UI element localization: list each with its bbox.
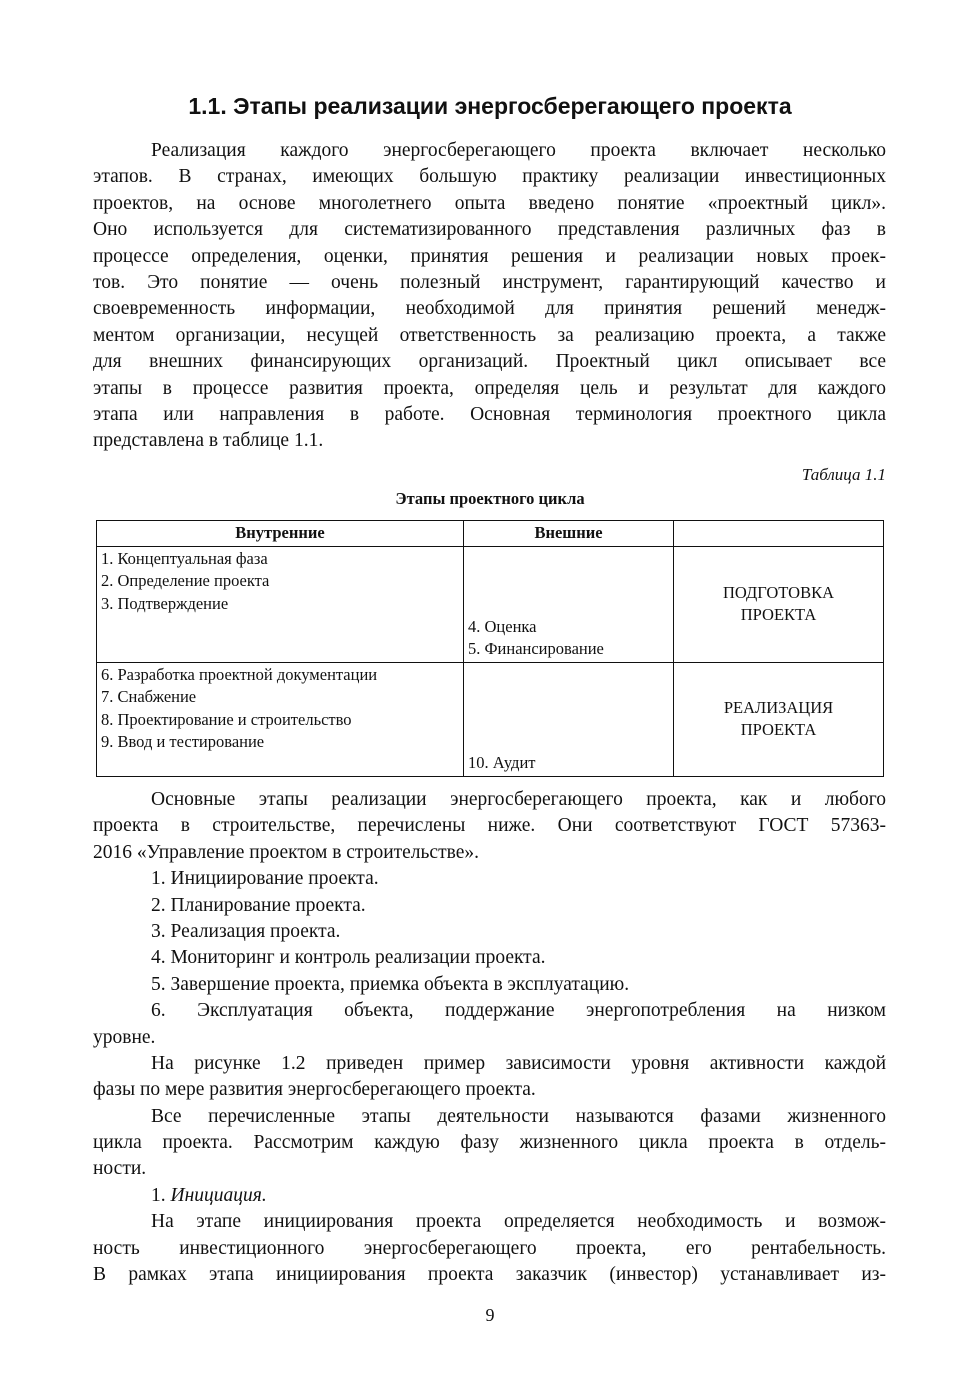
external-cell bbox=[464, 546, 674, 662]
phase-item: ПРОЕКТА bbox=[740, 720, 817, 739]
line-text: На рисунке 1.2 приведен пример зависимости уровня активности каждой bbox=[151, 1052, 886, 1074]
line-text: В рамках этапа инициирования проекта заказчик (инвестор) устанавливает из- bbox=[93, 1264, 886, 1286]
internal-item: 2. Определение проекта bbox=[101, 571, 270, 590]
internal-cell bbox=[97, 546, 464, 662]
emphasis-text: Инициация. bbox=[170, 1184, 267, 1206]
line-text: своевременность информации, необходимой для принятия решений менедж- bbox=[93, 298, 886, 320]
page-number: 9 bbox=[485, 1305, 495, 1325]
line-text: ности. bbox=[93, 1158, 147, 1180]
line-text: 5. Завершение проекта, приемка объекта в эксплуатацию. bbox=[151, 973, 630, 995]
text-line bbox=[93, 1104, 886, 1130]
external-item: 5. Финансирование bbox=[468, 639, 604, 658]
line-text: На этапе инициирования проекта определяется необходимость и возмож- bbox=[151, 1211, 886, 1233]
text-line bbox=[93, 919, 886, 945]
line-text: 3. Реализация проекта. bbox=[151, 920, 341, 942]
line-text: уровне. bbox=[93, 1026, 156, 1048]
phase-item: РЕАЛИЗАЦИЯ bbox=[723, 697, 834, 717]
line-text: Реализация каждого энергосберегающего проекта включает несколько bbox=[151, 140, 886, 161]
text-line bbox=[93, 840, 886, 866]
text-line bbox=[93, 787, 886, 813]
table-title: Этапы проектного цикла bbox=[395, 489, 585, 508]
header-external: Внешние bbox=[464, 521, 674, 547]
line-text: для внешних финансирующих организаций. Проектный цикл описывает все bbox=[93, 351, 886, 373]
body-text bbox=[93, 787, 886, 1288]
text-line bbox=[93, 1051, 886, 1077]
text-line bbox=[93, 1236, 886, 1262]
line-text: представлена в таблице 1.1. bbox=[93, 430, 324, 452]
line-text: Оно используется для систематизированного представления различных фаз в bbox=[93, 219, 886, 241]
text-line bbox=[93, 972, 886, 998]
line-text: 2016 «Управление проектом в строительстве». bbox=[93, 841, 479, 863]
line-text: этапа или направления в работе. Основная терминология проектного цикла bbox=[93, 403, 886, 425]
line-text: Основные этапы реализации энергосберегающего проекта, как и любого bbox=[151, 789, 886, 810]
external-item: 4. Оценка bbox=[468, 616, 537, 636]
line-text: процессе определения, оценки, принятия решения и реализации новых проек- bbox=[93, 245, 886, 267]
text-line bbox=[93, 244, 886, 270]
line-text: этапы в процессе развития проекта, определяя цель и результат для каждого bbox=[93, 377, 886, 399]
text-line bbox=[93, 813, 886, 839]
line-text: цикла проекта. Рассмотрим каждую фазу жизненного цикла проекта в отдель- bbox=[93, 1132, 886, 1154]
text-line bbox=[93, 349, 886, 375]
text-line bbox=[93, 270, 886, 296]
text-line bbox=[93, 1130, 886, 1156]
text-line bbox=[93, 138, 886, 164]
text-line bbox=[93, 323, 886, 349]
text-line bbox=[93, 866, 886, 892]
text-line bbox=[93, 402, 886, 428]
text-line bbox=[93, 893, 886, 919]
table-caption: Таблица 1.1 bbox=[801, 465, 886, 484]
line-text: 6. Эксплуатация объекта, поддержание энергопотребления на низком bbox=[151, 1000, 886, 1022]
section-heading: 1.1. Этапы реализации энергосберегающего проекта bbox=[188, 93, 792, 119]
phase-item: ПОДГОТОВКА bbox=[722, 582, 834, 602]
text-line bbox=[93, 1025, 886, 1051]
text-line bbox=[93, 945, 886, 971]
line-text: этапов. В странах, имеющих большую практику реализации инвестиционных bbox=[93, 166, 886, 188]
line-text: тов. Это понятие — очень полезный инструмент, гарантирующий качество и bbox=[93, 271, 886, 293]
internal-item: 6. Разработка проектной документации bbox=[101, 664, 378, 684]
phase-cell bbox=[674, 662, 884, 776]
text-line bbox=[93, 1262, 886, 1288]
internal-item: 9. Ввод и тестирование bbox=[101, 732, 265, 751]
header-phase bbox=[674, 521, 884, 547]
intro-paragraph bbox=[93, 138, 886, 455]
line-text: проектов, на основе многолетнего опыта введено понятие «проектный цикл». bbox=[93, 192, 886, 214]
line-text: 1. Инициирование проекта. bbox=[151, 868, 379, 890]
table-row bbox=[97, 662, 884, 776]
internal-item: 1. Концептуальная фаза bbox=[101, 548, 268, 568]
line-text: фазы по мере развития энергосберегающего проекта. bbox=[93, 1079, 536, 1101]
internal-cell bbox=[97, 662, 464, 776]
text-line bbox=[93, 1183, 886, 1209]
table-header-row bbox=[97, 521, 884, 547]
table-row bbox=[97, 546, 884, 662]
text-line bbox=[93, 376, 886, 402]
text-line bbox=[93, 191, 886, 217]
text-line bbox=[93, 296, 886, 322]
external-item: 10. Аудит bbox=[468, 753, 536, 772]
external-cell bbox=[464, 662, 674, 776]
text-line bbox=[93, 428, 886, 454]
text-line bbox=[93, 1209, 886, 1235]
text-line bbox=[93, 164, 886, 190]
internal-item: 8. Проектирование и строительство bbox=[101, 709, 352, 729]
project-cycle-table bbox=[96, 520, 884, 777]
line-text: 2. Планирование проекта. bbox=[151, 894, 366, 916]
line-text: Все перечисленные этапы деятельности называются фазами жизненного bbox=[151, 1105, 886, 1127]
line-text: проекта в строительстве, перечислены ниже. Они соответствуют ГОСТ 57363- bbox=[93, 815, 886, 837]
text-line bbox=[93, 217, 886, 243]
line-text: ментом организации, несущей ответственность за реализацию проекта, а также bbox=[93, 324, 886, 346]
internal-item: 3. Подтверждение bbox=[101, 593, 229, 613]
text-line bbox=[93, 1156, 886, 1182]
line-text: ность инвестиционного энергосберегающего проекта, его рентабельность. bbox=[93, 1237, 886, 1259]
phase-item: ПРОЕКТА bbox=[740, 605, 817, 624]
header-internal: Внутренние bbox=[97, 521, 464, 547]
internal-item: 7. Снабжение bbox=[101, 687, 197, 706]
line-text: 1. bbox=[151, 1184, 171, 1206]
line-text: 4. Мониторинг и контроль реализации проекта. bbox=[151, 947, 546, 969]
phase-cell bbox=[674, 546, 884, 662]
text-line bbox=[93, 998, 886, 1024]
text-line bbox=[93, 1077, 886, 1103]
